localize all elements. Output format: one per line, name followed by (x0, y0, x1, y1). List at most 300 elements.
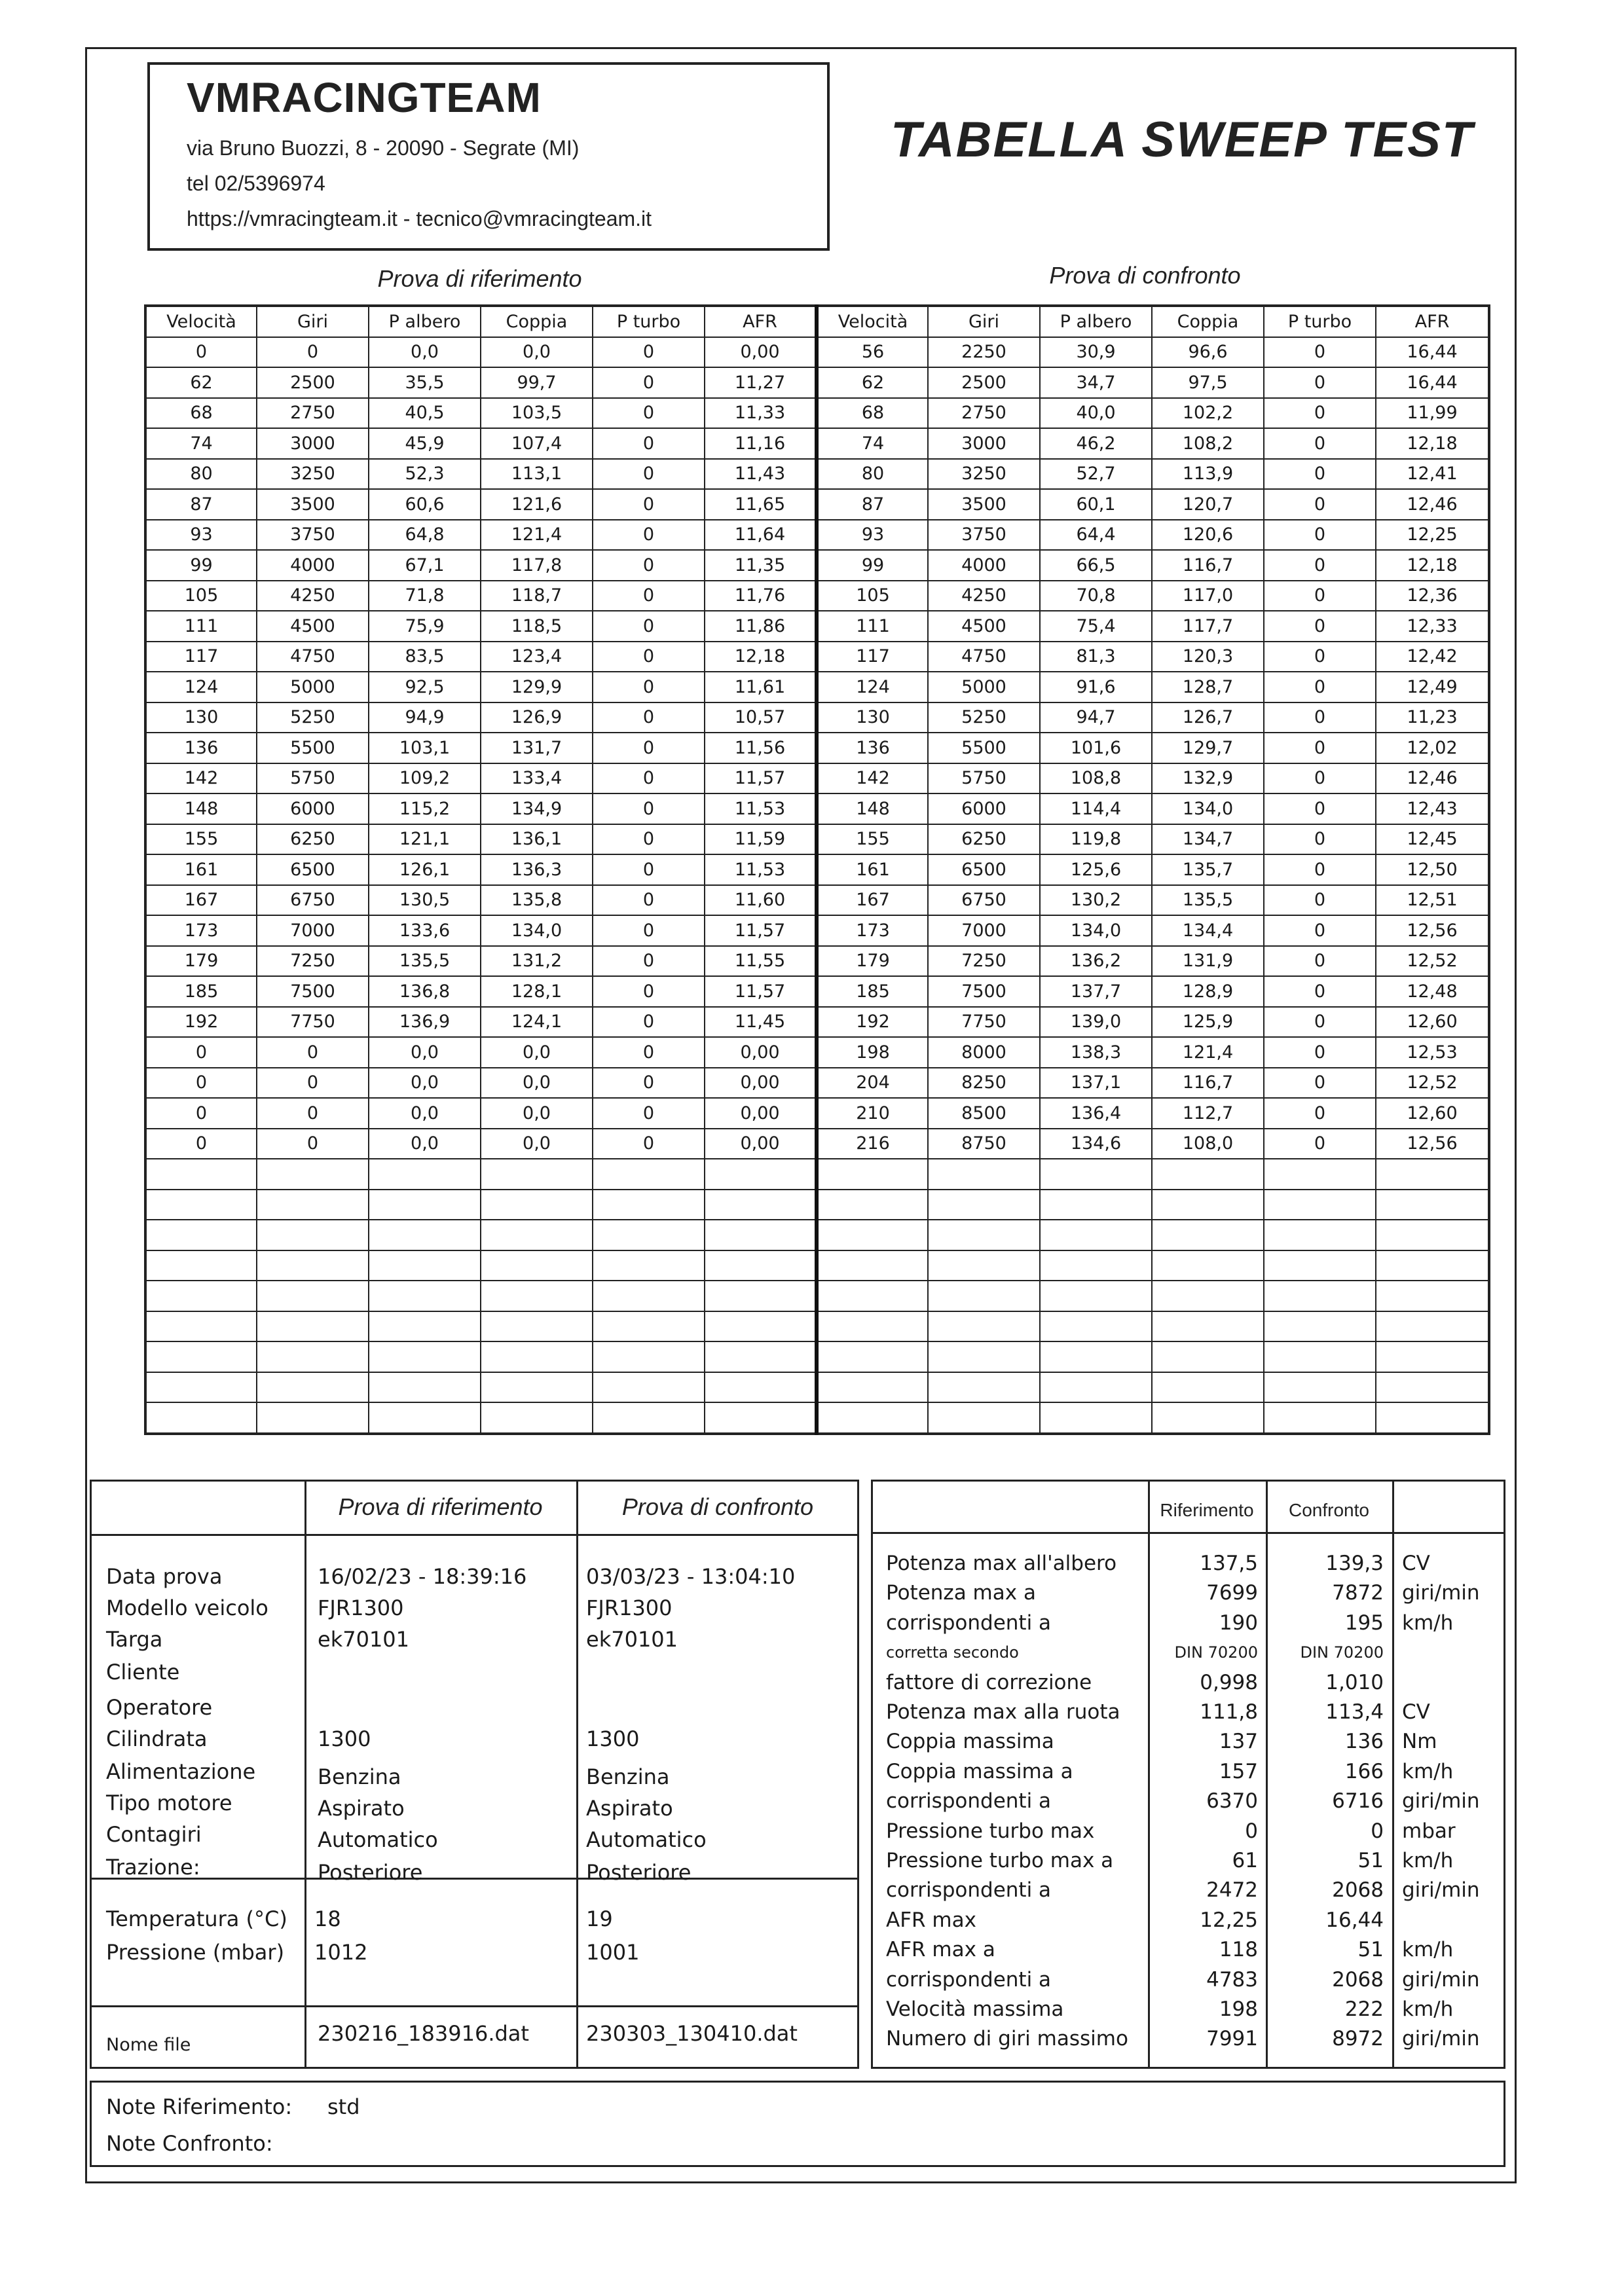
ref-cell-afr: 10,57 (705, 702, 817, 733)
ref-cell-speed: 74 (145, 428, 257, 459)
table-row (145, 915, 1489, 946)
ref-cell-turbo: 0 (593, 367, 705, 398)
blank-cell (928, 1159, 1040, 1190)
cmp-cell-rpm: 4500 (928, 611, 1040, 642)
ref-cell-speed: 93 (145, 520, 257, 551)
summary-unit: giri/min (1402, 1967, 1480, 1992)
blank-cell (1264, 1220, 1376, 1250)
cmp-cell-afr: 16,44 (1376, 337, 1489, 368)
summary-unit: km/h (1402, 1611, 1454, 1635)
blank-cell (705, 1341, 817, 1372)
blank-cell (1152, 1250, 1264, 1281)
summary-value-reference: 111,8 (1200, 1700, 1258, 1724)
blank-cell (1264, 1341, 1376, 1372)
blank-cell (817, 1159, 928, 1190)
cmp-cell-torque: 120,7 (1152, 489, 1264, 520)
cmp-cell-torque: 134,7 (1152, 824, 1264, 855)
summary-unit: km/h (1402, 1938, 1454, 1962)
info-value-comparison: Automatico (586, 1827, 707, 1852)
ref-cell-turbo: 0 (593, 915, 705, 946)
blank-row (145, 1220, 1489, 1250)
ref-cell-shaft-power: 35,5 (369, 367, 481, 398)
summary-value-reference: 0 (1245, 1819, 1258, 1843)
cmp-cell-rpm: 8250 (928, 1068, 1040, 1099)
col-header-cmp-turbo: P turbo (1264, 306, 1376, 337)
info-label: Operatore (106, 1695, 213, 1720)
ref-cell-speed: 155 (145, 824, 257, 855)
summary-value-reference: 137,5 (1200, 1552, 1258, 1575)
info-value-comparison: ek70101 (586, 1627, 678, 1652)
cmp-cell-shaft-power: 30,9 (1040, 337, 1152, 368)
cmp-cell-speed: 93 (817, 520, 928, 551)
ref-cell-torque: 131,7 (481, 733, 593, 763)
cmp-cell-afr: 12,48 (1376, 976, 1489, 1007)
summary-label: Coppia massima a (886, 1759, 1073, 1783)
summary-value-comparison: 113,4 (1325, 1700, 1384, 1724)
ref-cell-turbo: 0 (593, 581, 705, 611)
cmp-cell-shaft-power: 136,4 (1040, 1098, 1152, 1129)
ref-cell-speed: 68 (145, 398, 257, 429)
cmp-cell-rpm: 8750 (928, 1129, 1040, 1159)
blank-cell (145, 1190, 257, 1220)
blank-cell (1040, 1190, 1152, 1220)
cmp-cell-rpm: 6750 (928, 885, 1040, 916)
cmp-cell-turbo: 0 (1264, 763, 1376, 794)
blank-cell (1040, 1159, 1152, 1190)
ref-cell-speed: 185 (145, 976, 257, 1007)
ref-cell-speed: 117 (145, 642, 257, 672)
col-header-ref-rpm: Giri (257, 306, 369, 337)
ref-cell-turbo: 0 (593, 976, 705, 1007)
blank-cell (928, 1311, 1040, 1342)
cmp-cell-shaft-power: 139,0 (1040, 1007, 1152, 1038)
ref-cell-shaft-power: 109,2 (369, 763, 481, 794)
ref-cell-rpm: 2750 (257, 398, 369, 429)
cmp-cell-afr: 12,52 (1376, 1068, 1489, 1099)
cmp-cell-turbo: 0 (1264, 854, 1376, 885)
ref-cell-torque: 136,1 (481, 824, 593, 855)
cmp-cell-turbo: 0 (1264, 428, 1376, 459)
cmp-cell-torque: 102,2 (1152, 398, 1264, 429)
blank-cell (369, 1372, 481, 1403)
blank-cell (817, 1311, 928, 1342)
summary-label: Pressione turbo max a (886, 1849, 1114, 1872)
summary-value-reference: 137 (1219, 1730, 1258, 1754)
blank-cell (145, 1311, 257, 1342)
blank-cell (705, 1250, 817, 1281)
cmp-cell-shaft-power: 75,4 (1040, 611, 1152, 642)
info-value-reference: 1300 (318, 1726, 371, 1751)
ref-cell-speed: 0 (145, 337, 257, 368)
sweep-table (144, 304, 1490, 1435)
info-label: Data prova (106, 1564, 223, 1589)
table-row (145, 459, 1489, 490)
cmp-cell-rpm: 3500 (928, 489, 1040, 520)
cmp-cell-torque: 96,6 (1152, 337, 1264, 368)
cmp-cell-turbo: 0 (1264, 367, 1376, 398)
blank-cell (1152, 1190, 1264, 1220)
ref-cell-rpm: 3500 (257, 489, 369, 520)
info-header-comparison: Prova di confronto (621, 1493, 814, 1520)
ref-cell-shaft-power: 40,5 (369, 398, 481, 429)
ref-cell-speed: 0 (145, 1129, 257, 1159)
table-row (145, 642, 1489, 672)
blank-cell (1264, 1281, 1376, 1311)
blank-cell (593, 1190, 705, 1220)
ref-cell-rpm: 0 (257, 1129, 369, 1159)
summary-value-comparison: 2068 (1332, 1878, 1384, 1903)
cmp-cell-torque: 134,0 (1152, 793, 1264, 824)
blank-cell (369, 1402, 481, 1434)
blank-cell (928, 1372, 1040, 1403)
table-row (145, 367, 1489, 398)
ref-cell-torque: 133,4 (481, 763, 593, 794)
ref-cell-speed: 0 (145, 1098, 257, 1129)
ref-cell-turbo: 0 (593, 398, 705, 429)
cmp-cell-afr: 12,43 (1376, 793, 1489, 824)
table-row (145, 1007, 1489, 1038)
cmp-cell-turbo: 0 (1264, 1068, 1376, 1099)
ref-cell-torque: 117,8 (481, 550, 593, 581)
table-row (145, 489, 1489, 520)
summary-value-reference: 6370 (1206, 1789, 1258, 1813)
blank-cell (481, 1159, 593, 1190)
ref-cell-torque: 129,9 (481, 672, 593, 702)
cmp-cell-shaft-power: 64,4 (1040, 520, 1152, 551)
ref-cell-afr: 11,53 (705, 854, 817, 885)
info-label: Alimentazione (106, 1759, 256, 1784)
ref-cell-rpm: 4250 (257, 581, 369, 611)
blank-cell (928, 1341, 1040, 1372)
ref-cell-rpm: 7000 (257, 915, 369, 946)
cmp-cell-afr: 12,52 (1376, 946, 1489, 977)
cmp-cell-speed: 198 (817, 1037, 928, 1068)
cmp-cell-shaft-power: 46,2 (1040, 428, 1152, 459)
col-header-ref-torque: Coppia (481, 306, 593, 337)
blank-cell (1376, 1281, 1489, 1311)
cmp-cell-turbo: 0 (1264, 702, 1376, 733)
cmp-cell-torque: 120,6 (1152, 520, 1264, 551)
cmp-cell-speed: 136 (817, 733, 928, 763)
cmp-cell-turbo: 0 (1264, 611, 1376, 642)
blank-cell (1152, 1402, 1264, 1434)
ref-cell-turbo: 0 (593, 1007, 705, 1038)
summary-value-comparison: 139,3 (1325, 1552, 1384, 1575)
summary-value-reference: 118 (1219, 1938, 1258, 1962)
ref-cell-turbo: 0 (593, 520, 705, 551)
ref-cell-turbo: 0 (593, 702, 705, 733)
blank-cell (369, 1190, 481, 1220)
blank-cell (1376, 1190, 1489, 1220)
info-label: Tipo motore (106, 1791, 232, 1815)
blank-cell (369, 1341, 481, 1372)
blank-cell (481, 1281, 593, 1311)
ref-cell-rpm: 3250 (257, 459, 369, 490)
ref-cell-turbo: 0 (593, 946, 705, 977)
cmp-cell-speed: 148 (817, 793, 928, 824)
info-label: Cliente (106, 1660, 180, 1685)
col-header-cmp-torque: Coppia (1152, 306, 1264, 337)
cmp-cell-torque: 126,7 (1152, 702, 1264, 733)
blank-cell (1264, 1311, 1376, 1342)
ref-cell-turbo: 0 (593, 854, 705, 885)
cmp-cell-speed: 161 (817, 854, 928, 885)
table-row (145, 1098, 1489, 1129)
summary-header-reference: Riferimento (1160, 1500, 1254, 1520)
cmp-cell-torque: 108,0 (1152, 1129, 1264, 1159)
ref-cell-turbo: 0 (593, 1068, 705, 1099)
ref-cell-turbo: 0 (593, 824, 705, 855)
ref-cell-rpm: 7250 (257, 946, 369, 977)
cmp-cell-turbo: 0 (1264, 459, 1376, 490)
ref-cell-rpm: 4500 (257, 611, 369, 642)
cmp-cell-afr: 11,99 (1376, 398, 1489, 429)
blank-cell (1152, 1220, 1264, 1250)
ref-cell-shaft-power: 136,8 (369, 976, 481, 1007)
blank-cell (1376, 1159, 1489, 1190)
info-value-reference: Aspirato (318, 1796, 405, 1821)
blank-cell (1264, 1250, 1376, 1281)
cmp-cell-torque: 135,5 (1152, 885, 1264, 916)
summary-value-comparison: 7872 (1332, 1581, 1384, 1605)
ref-cell-shaft-power: 133,6 (369, 915, 481, 946)
ref-cell-turbo: 0 (593, 1098, 705, 1129)
ref-cell-shaft-power: 52,3 (369, 459, 481, 490)
ref-cell-shaft-power: 67,1 (369, 550, 481, 581)
ref-cell-shaft-power: 130,5 (369, 885, 481, 916)
blank-cell (705, 1220, 817, 1250)
cmp-cell-shaft-power: 108,8 (1040, 763, 1152, 794)
blank-cell (1376, 1341, 1489, 1372)
ref-cell-torque: 118,5 (481, 611, 593, 642)
pressure-label: Pressione (mbar) (106, 1940, 285, 1965)
col-header-ref-turbo: P turbo (593, 306, 705, 337)
blank-cell (1040, 1250, 1152, 1281)
cmp-cell-rpm: 6000 (928, 793, 1040, 824)
info-label: Trazione: (106, 1855, 200, 1880)
cmp-cell-afr: 12,60 (1376, 1098, 1489, 1129)
cmp-cell-turbo: 0 (1264, 1129, 1376, 1159)
table-row (145, 337, 1489, 368)
cmp-cell-speed: 179 (817, 946, 928, 977)
blank-cell (257, 1159, 369, 1190)
blank-cell (481, 1250, 593, 1281)
ref-cell-speed: 179 (145, 946, 257, 977)
summary-label: Pressione turbo max (886, 1819, 1095, 1843)
cmp-cell-shaft-power: 40,0 (1040, 398, 1152, 429)
ref-cell-torque: 131,2 (481, 946, 593, 977)
cmp-cell-shaft-power: 134,0 (1040, 915, 1152, 946)
ref-cell-torque: 107,4 (481, 428, 593, 459)
blank-cell (593, 1402, 705, 1434)
cmp-cell-speed: 192 (817, 1007, 928, 1038)
company-phone: tel 02/5396974 (187, 172, 325, 195)
ref-cell-turbo: 0 (593, 672, 705, 702)
summary-label: corrispondenti a (886, 1611, 1052, 1635)
blank-row (145, 1159, 1489, 1190)
blank-cell (369, 1250, 481, 1281)
summary-unit: Nm (1402, 1730, 1437, 1754)
ref-cell-shaft-power: 0,0 (369, 1068, 481, 1099)
cmp-cell-shaft-power: 70,8 (1040, 581, 1152, 611)
cmp-cell-torque: 134,4 (1152, 915, 1264, 946)
cmp-cell-rpm: 4250 (928, 581, 1040, 611)
summary-value-reference: 157 (1219, 1759, 1258, 1783)
cmp-cell-turbo: 0 (1264, 733, 1376, 763)
cmp-cell-turbo: 0 (1264, 1037, 1376, 1068)
cmp-cell-afr: 12,46 (1376, 763, 1489, 794)
summary-unit: giri/min (1402, 1878, 1480, 1903)
cmp-cell-afr: 12,42 (1376, 642, 1489, 672)
blank-cell (1152, 1311, 1264, 1342)
notes-box (90, 2081, 1505, 2167)
cmp-cell-speed: 142 (817, 763, 928, 794)
ref-cell-rpm: 0 (257, 337, 369, 368)
blank-cell (1040, 1341, 1152, 1372)
cmp-cell-afr: 12,25 (1376, 520, 1489, 551)
blank-cell (257, 1341, 369, 1372)
ref-cell-rpm: 6250 (257, 824, 369, 855)
ref-cell-torque: 123,4 (481, 642, 593, 672)
info-value-comparison: FJR1300 (586, 1595, 673, 1620)
ref-cell-speed: 0 (145, 1068, 257, 1099)
cmp-cell-shaft-power: 66,5 (1040, 550, 1152, 581)
company-address: via Bruno Buozzi, 8 - 20090 - Segrate (MI) (187, 136, 580, 160)
blank-cell (817, 1281, 928, 1311)
blank-row (145, 1311, 1489, 1342)
summary-value-comparison: DIN 70200 (1300, 1643, 1384, 1662)
divider (92, 2005, 859, 2007)
ref-cell-speed: 148 (145, 793, 257, 824)
summary-unit: giri/min (1402, 1789, 1480, 1813)
section-caption-reference: Prova di riferimento (377, 265, 582, 292)
info-label: Modello veicolo (106, 1595, 268, 1620)
cmp-cell-speed: 56 (817, 337, 928, 368)
cmp-cell-speed: 74 (817, 428, 928, 459)
cmp-cell-turbo: 0 (1264, 946, 1376, 977)
cmp-cell-speed: 80 (817, 459, 928, 490)
ref-cell-turbo: 0 (593, 459, 705, 490)
ref-cell-afr: 11,35 (705, 550, 817, 581)
cmp-cell-turbo: 0 (1264, 581, 1376, 611)
blank-row (145, 1190, 1489, 1220)
cmp-cell-torque: 117,0 (1152, 581, 1264, 611)
cmp-cell-rpm: 5250 (928, 702, 1040, 733)
ref-cell-afr: 11,57 (705, 976, 817, 1007)
ref-cell-turbo: 0 (593, 550, 705, 581)
cmp-cell-shaft-power: 91,6 (1040, 672, 1152, 702)
table-row (145, 824, 1489, 855)
cmp-cell-turbo: 0 (1264, 1007, 1376, 1038)
ref-cell-speed: 192 (145, 1007, 257, 1038)
note-comparison-label: Note Confronto: (106, 2131, 273, 2156)
summary-unit: giri/min (1402, 1581, 1480, 1605)
info-label: Contagiri (106, 1822, 202, 1847)
ref-cell-shaft-power: 136,9 (369, 1007, 481, 1038)
ref-cell-torque: 0,0 (481, 1037, 593, 1068)
cmp-cell-speed: 167 (817, 885, 928, 916)
info-value-reference: 16/02/23 - 18:39:16 (318, 1564, 527, 1589)
blank-cell (593, 1281, 705, 1311)
summary-value-comparison: 195 (1344, 1611, 1384, 1635)
blank-cell (593, 1311, 705, 1342)
summary-value-reference: 12,25 (1200, 1908, 1258, 1932)
ref-cell-turbo: 0 (593, 489, 705, 520)
info-value-reference: Benzina (318, 1764, 401, 1789)
ref-cell-speed: 161 (145, 854, 257, 885)
cmp-cell-torque: 117,7 (1152, 611, 1264, 642)
cmp-cell-torque: 132,9 (1152, 763, 1264, 794)
ref-cell-afr: 11,43 (705, 459, 817, 490)
ref-cell-rpm: 5500 (257, 733, 369, 763)
cmp-cell-rpm: 3250 (928, 459, 1040, 490)
test-info-panel (90, 1480, 859, 2069)
summary-unit: CV (1402, 1552, 1430, 1575)
summary-value-comparison: 51 (1357, 1849, 1384, 1872)
blank-cell (1264, 1372, 1376, 1403)
blank-row (145, 1402, 1489, 1434)
blank-cell (593, 1220, 705, 1250)
blank-cell (817, 1402, 928, 1434)
ref-cell-shaft-power: 45,9 (369, 428, 481, 459)
blank-cell (593, 1250, 705, 1281)
ref-cell-turbo: 0 (593, 337, 705, 368)
blank-cell (145, 1159, 257, 1190)
blank-cell (1376, 1402, 1489, 1434)
ref-cell-rpm: 4750 (257, 642, 369, 672)
info-value-comparison: 03/03/23 - 13:04:10 (586, 1564, 796, 1589)
blank-cell (1376, 1250, 1489, 1281)
ref-cell-speed: 62 (145, 367, 257, 398)
summary-label: corrispondenti a (886, 1967, 1052, 1992)
note-reference-value: std (327, 2094, 360, 2119)
ref-cell-speed: 80 (145, 459, 257, 490)
pressure-comparison: 1001 (586, 1940, 640, 1965)
summary-value-reference: 0,998 (1200, 1670, 1258, 1694)
cmp-cell-afr: 12,41 (1376, 459, 1489, 490)
ref-cell-torque: 135,8 (481, 885, 593, 916)
table-row (145, 946, 1489, 977)
ref-cell-torque: 134,0 (481, 915, 593, 946)
blank-cell (1264, 1159, 1376, 1190)
blank-cell (145, 1402, 257, 1434)
cmp-cell-rpm: 7500 (928, 976, 1040, 1007)
cmp-cell-speed: 210 (817, 1098, 928, 1129)
ref-cell-afr: 11,86 (705, 611, 817, 642)
cmp-cell-afr: 12,18 (1376, 550, 1489, 581)
cmp-cell-afr: 12,45 (1376, 824, 1489, 855)
blank-cell (1040, 1402, 1152, 1434)
cmp-cell-afr: 11,23 (1376, 702, 1489, 733)
cmp-cell-shaft-power: 52,7 (1040, 459, 1152, 490)
cmp-cell-turbo: 0 (1264, 642, 1376, 672)
ref-cell-shaft-power: 83,5 (369, 642, 481, 672)
blank-cell (257, 1372, 369, 1403)
col-header-cmp-shaft-power: P albero (1040, 306, 1152, 337)
col-header-ref-shaft-power: P albero (369, 306, 481, 337)
cmp-cell-shaft-power: 114,4 (1040, 793, 1152, 824)
cmp-cell-rpm: 7750 (928, 1007, 1040, 1038)
cmp-cell-turbo: 0 (1264, 793, 1376, 824)
blank-cell (257, 1220, 369, 1250)
cmp-cell-rpm: 8000 (928, 1037, 1040, 1068)
cmp-cell-rpm: 5750 (928, 763, 1040, 794)
blank-cell (145, 1372, 257, 1403)
ref-cell-torque: 121,4 (481, 520, 593, 551)
summary-label: corretta secondo (886, 1643, 1019, 1662)
blank-cell (1152, 1372, 1264, 1403)
summary-label: AFR max a (886, 1938, 995, 1962)
